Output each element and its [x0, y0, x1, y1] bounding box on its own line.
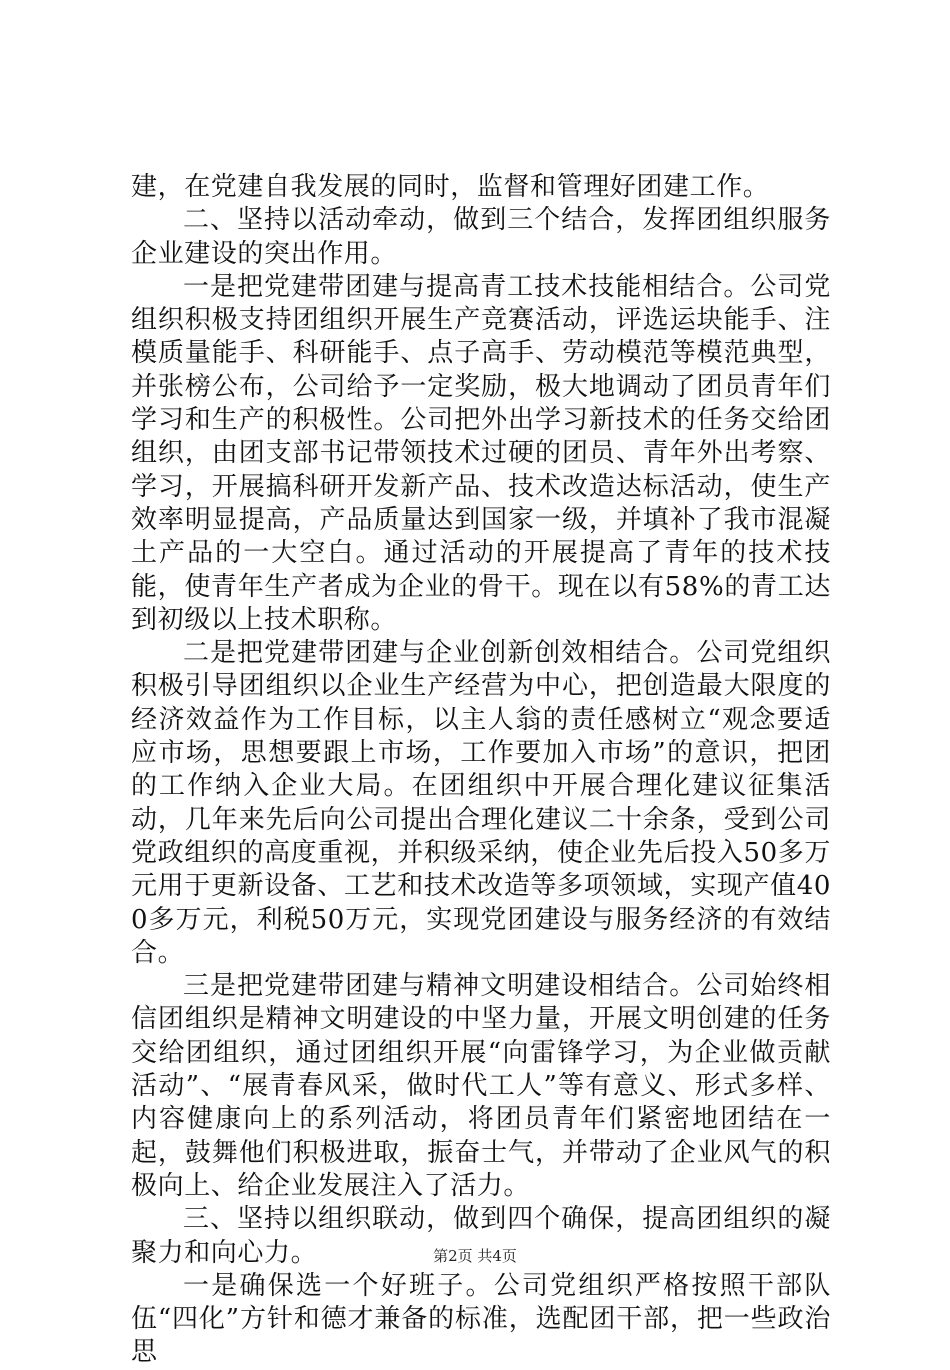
- paragraph-skills: 一是把党建带团建与提高青工技术技能相结合。公司党组织积极支持团组织开展生产竞赛活动，评选运块能手、注模质量能手、科研能手、点子高手、劳动模范等模范典型，并张榜公布，公司给予一定奖励，极大地调动了团员青年们学习和生产的积极性。公司把外出学习新技术的任务交给团组织，由团支部书记带领技术过硬的团员、青年外出考察、学习，开展搞科研开发新产品、技术改造达标活动，使生产效率明显提高，产品质量达到国家一级，并填补了我市混凝土产品的一大空白。通过活动的开展提高了青年的技术技能，使青年生产者成为企业的骨干。现在以有58%的青工达到初级以上技术职称。: [131, 271, 831, 635]
- section-heading-3: 三、坚持以组织联动，做到四个确保，提高团组织的凝聚力和向心力。: [131, 1204, 831, 1268]
- paragraph-leadership: 一是确保选一个好班子。公司党组织严格按照干部队伍“四化”方针和德才兼备的标准，选配团干部，把一些政治思: [131, 1270, 831, 1368]
- section-heading-2: 二、坚持以活动牵动，做到三个结合，发挥团组织服务企业建设的突出作用。: [131, 205, 831, 269]
- page-number: 第2页 共4页: [433, 1247, 517, 1265]
- paragraph-innovation: 二是把党建带团建与企业创新创效相结合。公司党组织积极引导团组织以企业生产经营为中心，把创造最大限度的经济效益作为工作目标，以主人翁的责任感树立“观念要适应市场，思想要跟上市场，工作要加入市场”的意识，把团的工作纳入企业大局。在团组织中开展合理化建议征集活动，几年来先后向公司提出合理化建议二十余条，受到公司党政组织的高度重视，并积级采纳，使企业先后投入50多万元用于更新设备、工艺和技术改造等多项领域，实现产值400多万元，利税50万元，实现党团建设与服务经济的有效结合。: [131, 638, 831, 968]
- document-body: [131, 171, 831, 1370]
- paragraph-civilization: 三是把党建带团建与精神文明建设相结合。公司始终相信团组织是精神文明建设的中坚力量，开展文明创建的任务交给团组织，通过团组织开展“向雷锋学习，为企业做贡献活动”、“展青春风采，做时代工人”等有意义、形式多样、内容健康向上的系列活动，将团员青年们紧密地团结在一起，鼓舞他们积极进取，振奋士气，并带动了企业风气的积极向上、给企业发展注入了活力。: [131, 971, 831, 1201]
- paragraph-continuation: 建，在党建自我发展的同时，监督和管理好团建工作。: [131, 172, 770, 202]
